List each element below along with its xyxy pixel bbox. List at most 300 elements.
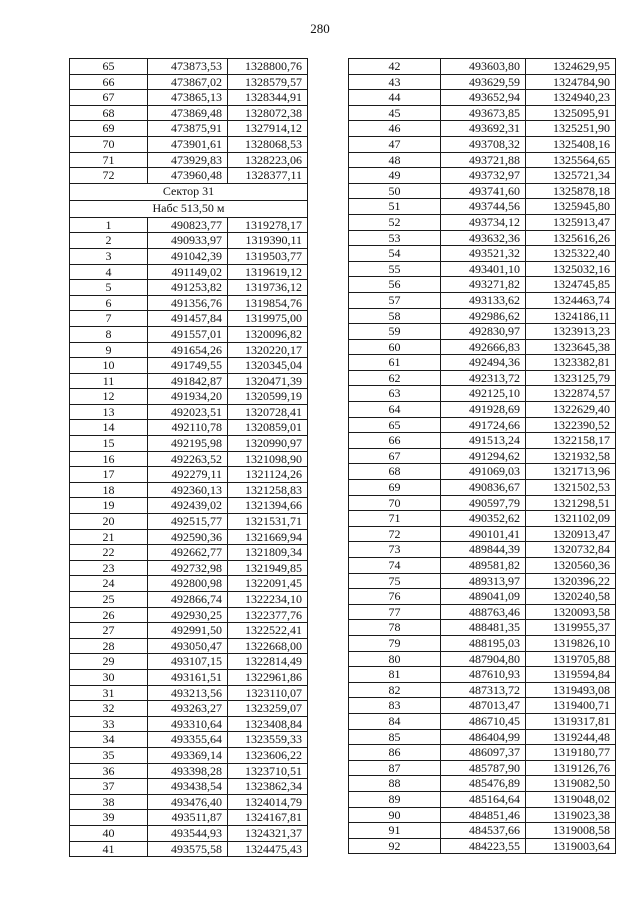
coordinate-x: 493629,59	[441, 74, 526, 90]
coordinate-x: 492023,51	[148, 404, 228, 420]
point-number: 4	[70, 264, 148, 280]
sector-header	[70, 183, 308, 217]
coordinate-x: 491253,82	[148, 280, 228, 296]
table-row	[70, 295, 308, 311]
coordinate-y: 1321502,53	[526, 480, 616, 496]
point-number: 59	[349, 324, 441, 340]
table-row	[349, 682, 616, 698]
table-row	[349, 370, 616, 386]
coordinate-y: 1325322,40	[526, 246, 616, 262]
table-row	[349, 246, 616, 262]
coordinate-y: 1319126,76	[526, 760, 616, 776]
coordinate-y: 1319736,12	[228, 280, 308, 296]
coordinate-x: 491042,39	[148, 248, 228, 264]
table-row	[349, 277, 616, 293]
coordinate-y: 1319826,10	[526, 635, 616, 651]
table-row	[70, 654, 308, 670]
point-number: 24	[70, 576, 148, 592]
coordinate-x: 493544,93	[148, 825, 228, 841]
coordinate-y: 1323110,07	[228, 685, 308, 701]
coordinate-y: 1322091,45	[228, 576, 308, 592]
point-number: 63	[349, 386, 441, 402]
coordinate-x: 492986,62	[441, 308, 526, 324]
coordinate-y: 1323710,51	[228, 763, 308, 779]
table-row	[70, 451, 308, 467]
point-number: 57	[349, 292, 441, 308]
table-row	[70, 217, 308, 233]
coordinate-y: 1323125,79	[526, 370, 616, 386]
point-number: 21	[70, 529, 148, 545]
table-row	[70, 560, 308, 576]
coordinate-y: 1322814,49	[228, 654, 308, 670]
point-number: 15	[70, 436, 148, 452]
point-number: 90	[349, 807, 441, 823]
coordinate-y: 1321949,85	[228, 560, 308, 576]
coordinate-x: 489581,82	[441, 558, 526, 574]
table-row	[70, 420, 308, 436]
point-number: 48	[349, 152, 441, 168]
table-row	[70, 529, 308, 545]
coordinate-x: 493401,10	[441, 261, 526, 277]
coordinate-x: 491294,62	[441, 448, 526, 464]
coordinate-y: 1319619,12	[228, 264, 308, 280]
table-row	[70, 482, 308, 498]
coordinate-x: 493632,36	[441, 230, 526, 246]
coordinate-x: 473869,48	[148, 105, 228, 121]
point-number: 71	[70, 152, 148, 168]
coordinate-x: 492110,78	[148, 420, 228, 436]
table-row	[349, 292, 616, 308]
point-number: 67	[349, 448, 441, 464]
right-table-rows	[349, 59, 616, 854]
table-row	[349, 464, 616, 480]
coordinate-x: 492732,98	[148, 560, 228, 576]
coordinate-y: 1320220,17	[228, 342, 308, 358]
table-row	[349, 713, 616, 729]
coordinate-x: 473901,61	[148, 136, 228, 152]
table-row	[349, 526, 616, 542]
table-row	[349, 152, 616, 168]
table-row	[70, 825, 308, 841]
coordinate-x: 491749,55	[148, 358, 228, 374]
point-number: 29	[70, 654, 148, 670]
coordinate-x: 490823,77	[148, 217, 228, 233]
table-row	[349, 651, 616, 667]
table-row	[70, 105, 308, 121]
coordinate-x: 493652,94	[441, 90, 526, 106]
coordinate-x: 493310,64	[148, 716, 228, 732]
table-row	[70, 669, 308, 685]
coordinate-x: 485164,64	[441, 791, 526, 807]
coordinate-x: 493721,88	[441, 152, 526, 168]
table-row	[70, 436, 308, 452]
point-number: 43	[349, 74, 441, 90]
point-number: 32	[70, 701, 148, 717]
coordinate-y: 1321809,34	[228, 545, 308, 561]
point-number: 67	[70, 90, 148, 106]
coordinate-y: 1319082,50	[526, 776, 616, 792]
table-row	[349, 386, 616, 402]
table-row	[349, 324, 616, 340]
table-row	[70, 389, 308, 405]
point-number: 26	[70, 607, 148, 623]
coordinate-x: 484223,55	[441, 838, 526, 854]
point-number: 55	[349, 261, 441, 277]
table-row	[349, 823, 616, 839]
coordinate-y: 1320599,19	[228, 389, 308, 405]
coordinate-y: 1320560,36	[526, 558, 616, 574]
coordinate-x: 488763,46	[441, 604, 526, 620]
coordinate-y: 1325945,80	[526, 199, 616, 215]
coordinate-x: 493133,62	[441, 292, 526, 308]
table-row	[70, 779, 308, 795]
point-number: 86	[349, 745, 441, 761]
point-number: 77	[349, 604, 441, 620]
point-number: 38	[70, 794, 148, 810]
coordinate-y: 1320096,82	[228, 326, 308, 342]
coordinate-y: 1319003,64	[526, 838, 616, 854]
left-table-rows-bottom	[70, 217, 308, 856]
coordinate-y: 1319854,76	[228, 295, 308, 311]
coordinate-x: 493575,58	[148, 841, 228, 857]
point-number: 85	[349, 729, 441, 745]
coordinate-x: 493398,28	[148, 763, 228, 779]
point-number: 12	[70, 389, 148, 405]
table-row	[70, 326, 308, 342]
point-number: 71	[349, 511, 441, 527]
point-number: 49	[349, 168, 441, 184]
point-number: 80	[349, 651, 441, 667]
coordinate-y: 1322668,00	[228, 638, 308, 654]
table-row	[349, 417, 616, 433]
point-number: 27	[70, 623, 148, 639]
table-row	[70, 685, 308, 701]
point-number: 34	[70, 732, 148, 748]
coordinate-y: 1319705,88	[526, 651, 616, 667]
point-number: 20	[70, 514, 148, 530]
coordinate-x: 487610,93	[441, 667, 526, 683]
table-row	[70, 90, 308, 106]
coordinate-y: 1328579,57	[228, 74, 308, 90]
point-number: 78	[349, 620, 441, 636]
coordinate-x: 493476,40	[148, 794, 228, 810]
point-number: 33	[70, 716, 148, 732]
coordinate-x: 492263,52	[148, 451, 228, 467]
point-number: 65	[70, 59, 148, 75]
coordinate-x: 493511,87	[148, 810, 228, 826]
coordinate-x: 492991,50	[148, 623, 228, 639]
point-number: 39	[70, 810, 148, 826]
table-row	[349, 355, 616, 371]
table-row	[70, 701, 308, 717]
table-row	[70, 404, 308, 420]
coordinate-y: 1324629,95	[526, 59, 616, 75]
point-number: 31	[70, 685, 148, 701]
point-number: 65	[349, 417, 441, 433]
table-row	[349, 261, 616, 277]
point-number: 1	[70, 217, 148, 233]
coordinate-x: 492666,83	[441, 339, 526, 355]
table-row	[70, 280, 308, 296]
coordinate-y: 1328068,53	[228, 136, 308, 152]
coordinate-x: 492195,98	[148, 436, 228, 452]
coordinate-x: 492360,13	[148, 482, 228, 498]
table-row	[349, 183, 616, 199]
coordinate-x: 490101,41	[441, 526, 526, 542]
point-number: 28	[70, 638, 148, 654]
coordinate-y: 1322522,41	[228, 623, 308, 639]
coordinate-x: 493692,31	[441, 121, 526, 137]
coordinate-x: 473867,02	[148, 74, 228, 90]
point-number: 7	[70, 311, 148, 327]
point-number: 23	[70, 560, 148, 576]
coordinate-x: 492494,36	[441, 355, 526, 371]
table-row	[349, 105, 616, 121]
table-row	[349, 511, 616, 527]
coordinate-y: 1321531,71	[228, 514, 308, 530]
coordinate-x: 493673,85	[441, 105, 526, 121]
table-row	[70, 74, 308, 90]
coordinate-x: 493369,14	[148, 747, 228, 763]
coordinate-x: 493271,82	[441, 277, 526, 293]
point-number: 35	[70, 747, 148, 763]
coordinate-x: 492930,25	[148, 607, 228, 623]
table-row	[349, 230, 616, 246]
point-number: 58	[349, 308, 441, 324]
sector-subtitle: Набс 513,50 м	[70, 200, 308, 217]
table-row	[349, 573, 616, 589]
point-number: 45	[349, 105, 441, 121]
coordinate-x: 487904,80	[441, 651, 526, 667]
coordinate-y: 1325616,26	[526, 230, 616, 246]
coordinate-x: 484851,46	[441, 807, 526, 823]
page-number: 280	[310, 21, 330, 36]
table-row	[70, 248, 308, 264]
coordinate-y: 1328072,38	[228, 105, 308, 121]
table-row	[349, 635, 616, 651]
coordinate-x: 491842,87	[148, 373, 228, 389]
point-number: 22	[70, 545, 148, 561]
table-row	[349, 136, 616, 152]
sector-title: Сектор 31	[70, 183, 308, 200]
coordinate-x: 493263,27	[148, 701, 228, 717]
coordinate-x: 493213,56	[148, 685, 228, 701]
point-number: 68	[349, 464, 441, 480]
table-row	[70, 545, 308, 561]
coordinates-table-right	[348, 58, 616, 854]
point-number: 6	[70, 295, 148, 311]
left-table-rows-top	[70, 59, 308, 184]
coordinate-x: 491724,66	[441, 417, 526, 433]
coordinate-x: 485787,90	[441, 760, 526, 776]
coordinate-y: 1327914,12	[228, 121, 308, 137]
point-number: 79	[349, 635, 441, 651]
point-number: 30	[70, 669, 148, 685]
table-row	[70, 467, 308, 483]
table-row	[70, 747, 308, 763]
coordinate-y: 1325095,91	[526, 105, 616, 121]
table-row	[349, 480, 616, 496]
table-row	[70, 841, 308, 857]
coordinate-y: 1325878,18	[526, 183, 616, 199]
coordinate-x: 493734,12	[441, 214, 526, 230]
coordinate-y: 1320396,22	[526, 573, 616, 589]
point-number: 51	[349, 199, 441, 215]
point-number: 60	[349, 339, 441, 355]
coordinate-x: 491149,02	[148, 264, 228, 280]
table-row	[70, 576, 308, 592]
coordinate-x: 491928,69	[441, 402, 526, 418]
coordinate-x: 487013,47	[441, 698, 526, 714]
point-number: 56	[349, 277, 441, 293]
coordinate-x: 493161,51	[148, 669, 228, 685]
table-row	[349, 729, 616, 745]
coordinate-x: 486404,99	[441, 729, 526, 745]
coordinate-x: 491934,20	[148, 389, 228, 405]
coordinate-y: 1324940,23	[526, 90, 616, 106]
coordinate-x: 491457,84	[148, 311, 228, 327]
coordinate-x: 491654,26	[148, 342, 228, 358]
coordinate-x: 473865,13	[148, 90, 228, 106]
point-number: 41	[70, 841, 148, 857]
point-number: 87	[349, 760, 441, 776]
coordinate-x: 490352,62	[441, 511, 526, 527]
table-row	[349, 667, 616, 683]
coordinate-y: 1319048,02	[526, 791, 616, 807]
coordinate-x: 488481,35	[441, 620, 526, 636]
coordinate-y: 1324784,90	[526, 74, 616, 90]
coordinate-x: 489041,09	[441, 589, 526, 605]
coordinate-y: 1328800,76	[228, 59, 308, 75]
coordinate-y: 1320471,39	[228, 373, 308, 389]
table-row	[70, 498, 308, 514]
table-row	[349, 308, 616, 324]
point-number: 16	[70, 451, 148, 467]
coordinate-y: 1324745,85	[526, 277, 616, 293]
coordinate-y: 1322158,17	[526, 433, 616, 449]
point-number: 72	[349, 526, 441, 542]
coordinate-y: 1321258,83	[228, 482, 308, 498]
coordinate-y: 1324463,74	[526, 292, 616, 308]
point-number: 18	[70, 482, 148, 498]
point-number: 36	[70, 763, 148, 779]
coordinate-y: 1328223,06	[228, 152, 308, 168]
table-row	[70, 342, 308, 358]
point-number: 5	[70, 280, 148, 296]
table-row	[349, 542, 616, 558]
point-number: 46	[349, 121, 441, 137]
table-row	[70, 716, 308, 732]
coordinate-x: 491513,24	[441, 433, 526, 449]
coordinate-y: 1321102,09	[526, 511, 616, 527]
point-number: 66	[70, 74, 148, 90]
coordinate-x: 493708,32	[441, 136, 526, 152]
coordinate-x: 492515,77	[148, 514, 228, 530]
table-row	[349, 620, 616, 636]
coordinate-x: 492800,98	[148, 576, 228, 592]
point-number: 69	[349, 480, 441, 496]
coordinate-x: 490836,67	[441, 480, 526, 496]
coordinate-x: 486710,45	[441, 713, 526, 729]
table-row	[70, 732, 308, 748]
point-number: 11	[70, 373, 148, 389]
coordinate-y: 1322234,10	[228, 592, 308, 608]
coordinate-y: 1322874,57	[526, 386, 616, 402]
coordinate-x: 487313,72	[441, 682, 526, 698]
point-number: 3	[70, 248, 148, 264]
coordinate-x: 492662,77	[148, 545, 228, 561]
point-number: 89	[349, 791, 441, 807]
table-row	[349, 698, 616, 714]
coordinate-x: 493744,56	[441, 199, 526, 215]
coordinate-y: 1324167,81	[228, 810, 308, 826]
coordinate-y: 1321298,51	[526, 495, 616, 511]
table-row	[349, 339, 616, 355]
point-number: 68	[70, 105, 148, 121]
coordinate-y: 1325032,16	[526, 261, 616, 277]
coordinate-y: 1328377,11	[228, 168, 308, 184]
coordinate-y: 1324186,11	[526, 308, 616, 324]
coordinate-x: 490933,97	[148, 233, 228, 249]
point-number: 76	[349, 589, 441, 605]
coordinate-x: 491069,03	[441, 464, 526, 480]
coordinate-x: 489313,97	[441, 573, 526, 589]
coordinate-y: 1323559,33	[228, 732, 308, 748]
table-row	[349, 604, 616, 620]
coordinate-x: 473929,83	[148, 152, 228, 168]
table-row	[70, 358, 308, 374]
coordinate-x: 492439,02	[148, 498, 228, 514]
point-number: 70	[70, 136, 148, 152]
coordinate-y: 1322961,86	[228, 669, 308, 685]
point-number: 19	[70, 498, 148, 514]
coordinate-x: 493107,15	[148, 654, 228, 670]
coordinate-y: 1321713,96	[526, 464, 616, 480]
table-row	[70, 152, 308, 168]
point-number: 54	[349, 246, 441, 262]
coordinate-y: 1320093,58	[526, 604, 616, 620]
coordinate-x: 473960,48	[148, 168, 228, 184]
table-row	[70, 373, 308, 389]
table-row	[349, 402, 616, 418]
table-row	[349, 199, 616, 215]
coordinate-y: 1319023,38	[526, 807, 616, 823]
table-row	[70, 763, 308, 779]
point-number: 64	[349, 402, 441, 418]
coordinate-x: 493603,80	[441, 59, 526, 75]
point-number: 37	[70, 779, 148, 795]
coordinate-y: 1319975,00	[228, 311, 308, 327]
point-number: 70	[349, 495, 441, 511]
coordinate-x: 492866,74	[148, 592, 228, 608]
coordinate-y: 1323645,38	[526, 339, 616, 355]
point-number: 84	[349, 713, 441, 729]
coordinate-y: 1325251,90	[526, 121, 616, 137]
coordinate-y: 1321932,58	[526, 448, 616, 464]
coordinate-y: 1321124,26	[228, 467, 308, 483]
table-row	[70, 311, 308, 327]
table-row	[70, 514, 308, 530]
table-row	[349, 448, 616, 464]
coordinate-y: 1320732,84	[526, 542, 616, 558]
coordinate-x: 492313,72	[441, 370, 526, 386]
table-row	[70, 810, 308, 826]
table-row	[349, 558, 616, 574]
point-number: 92	[349, 838, 441, 854]
table-row	[349, 168, 616, 184]
coordinate-y: 1323408,84	[228, 716, 308, 732]
coordinate-y: 1320240,58	[526, 589, 616, 605]
